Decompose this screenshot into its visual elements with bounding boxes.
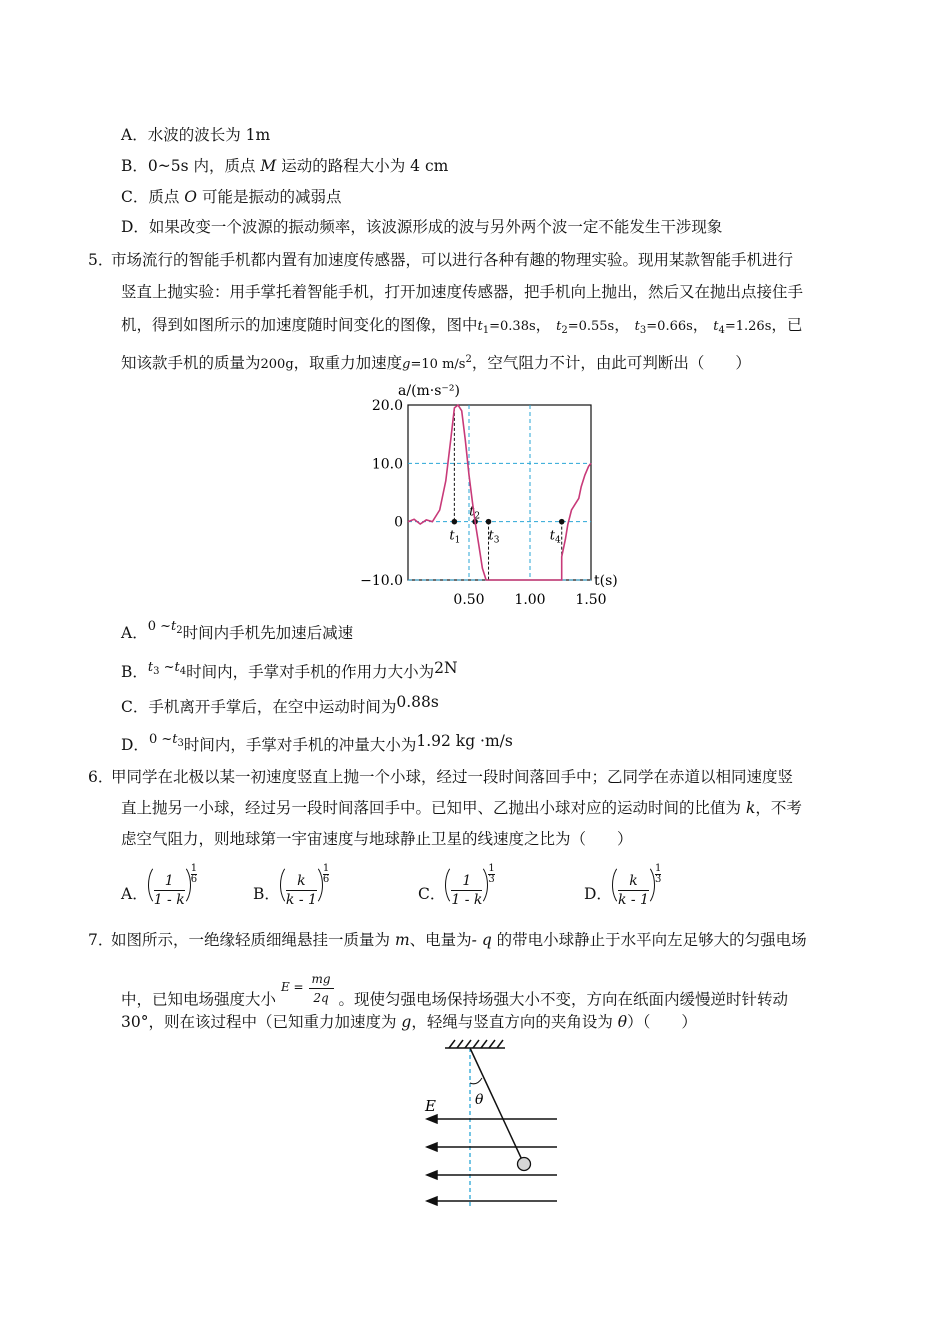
angle-label: θ (475, 1092, 484, 1108)
q6-option-label: C． (418, 885, 446, 903)
marker-dot-t1 (452, 519, 458, 525)
q6-stem-line2: 直上抛另一小球，经过另一段时间落回手中。已知甲、乙抛出小球对应的运动时间的比值为 k，不考 (121, 799, 802, 817)
q6-option-b: B． $\frac{k}{k - 1}$ $\frac{1}{6}$ (253, 863, 330, 908)
q5-option-d: D．$^{0 \sim t}_3$时间内，手掌对手机的冲量大小为1.92 kg ·m/s (121, 732, 513, 754)
q6-option-a: A． $\frac{1}{1 - k}$ $\frac{1}{6}$ (121, 863, 198, 908)
x-tick-label: 1.00 (514, 592, 546, 608)
q6-option-label: B． (253, 885, 280, 903)
pendulum-field-diagram (415, 1038, 575, 1210)
marker-label-t2: $t_2$ (469, 504, 481, 522)
q5-option-b: B．$t_3$ $\sim t_4$时间内，手掌对手机的作用力大小为2N (121, 659, 458, 681)
y-tick-label: −10.0 (360, 573, 403, 589)
q5-number: 5． (88, 251, 114, 269)
q6-number: 6． (88, 768, 114, 786)
marker-label-t3: $t_3$ (488, 528, 500, 546)
x-axis-label: t(s) (594, 573, 618, 589)
q6-stem-line1: 甲同学在北极以某一初速度竖直上抛一个小球，经过一段时间落回手中；乙同学在赤道以相同速度竖 (111, 768, 794, 786)
q5-option-c: C．手机离开手掌后，在空中运动时间为0.88s (121, 693, 439, 716)
y-tick-label: 10.0 (371, 456, 403, 473)
q6-option-label: D． (584, 885, 612, 903)
q4-option-b: B．0~5s 内，质点 M 运动的路程大小为 4 cm (121, 157, 449, 175)
field-label: E (425, 1097, 436, 1115)
q7-stem-line2: 中，已知电场强度大小 E = $\frac{mg}{2q}$ 。现使匀强电场保持场强大小不变，方向在纸面内缓慢逆时针转动 (121, 972, 789, 1009)
q6-option-d: D． $\frac{k}{k - 1}$ $\frac{1}{3}$ (584, 863, 662, 908)
q5-stem-line1: 市场流行的智能手机都内置有加速度传感器，可以进行各种有趣的物理实验。现用某款智能手机进行 (111, 251, 794, 269)
marker-label-t1: $t_1$ (449, 528, 461, 546)
q4-option-c: C．质点 O 可能是振动的减弱点 (121, 188, 342, 206)
q7-stem-line1: 如图所示，一绝缘轻质细绳悬挂一质量为 m、电量为- q 的带电小球静止于水平向左足够大的匀强电场 (111, 931, 807, 949)
field-lines (427, 1115, 557, 1205)
q7-stem-line3: 30°，则在该过程中（已知重力加速度为 g，轻绳与竖直方向的夹角设为 θ）（ ） (121, 1013, 697, 1031)
acceleration-time-chart (360, 378, 630, 610)
marker-dot-t3 (486, 519, 492, 525)
y-axis-label: a/(m·s⁻²) (398, 383, 460, 399)
y-tick-label: 0 (394, 514, 403, 531)
q6-option-c: C． $\frac{1}{1 - k}$ $\frac{1}{3}$ (418, 863, 495, 908)
q7-number: 7． (88, 931, 114, 949)
y-tick-label: 20.0 (371, 398, 403, 414)
q6-stem-line3: 虑空气阻力，则地球第一宇宙速度与地球静止卫星的线速度之比为（ ） (121, 830, 633, 848)
angle-arc (470, 1078, 482, 1084)
q4-option-a: A．水波的波长为 1m (121, 126, 271, 144)
ceiling-hatch (445, 1040, 505, 1048)
marker-dot-t4 (559, 519, 565, 525)
q5-stem-line3: 机，得到如图所示的加速度随时间变化的图像，图中$t_1=0.38s$， $t_2=0.55s$， $t_3=0.66s$， $t_4=1.26s$，已 (121, 316, 803, 336)
marker-label-t4: $t_4$ (549, 528, 561, 546)
acceleration-curve (408, 405, 591, 580)
charged-ball (518, 1158, 531, 1171)
x-tick-label: 1.50 (575, 592, 607, 608)
q5-stem-line2: 竖直上抛实验：用手掌托着智能手机，打开加速度传感器，把手机向上抛出，然后又在抛出点接住手 (121, 283, 804, 301)
x-tick-label: 0.50 (453, 592, 485, 608)
q4-option-d: D．如果改变一个波源的振动频率，该波源形成的波与另外两个波一定不能发生干涉现象 (121, 218, 723, 236)
plot-frame (408, 405, 591, 580)
q5-option-a: A．$^{0 \sim t}_2$时间内手机先加速后减速 (121, 619, 354, 642)
q6-option-label: A． (121, 885, 148, 903)
q5-stem-line4: 知该款手机的质量为200g，取重力加速度g=10 $m/s^2$，空气阻力不计，由此可判断出（ ） (121, 354, 751, 372)
